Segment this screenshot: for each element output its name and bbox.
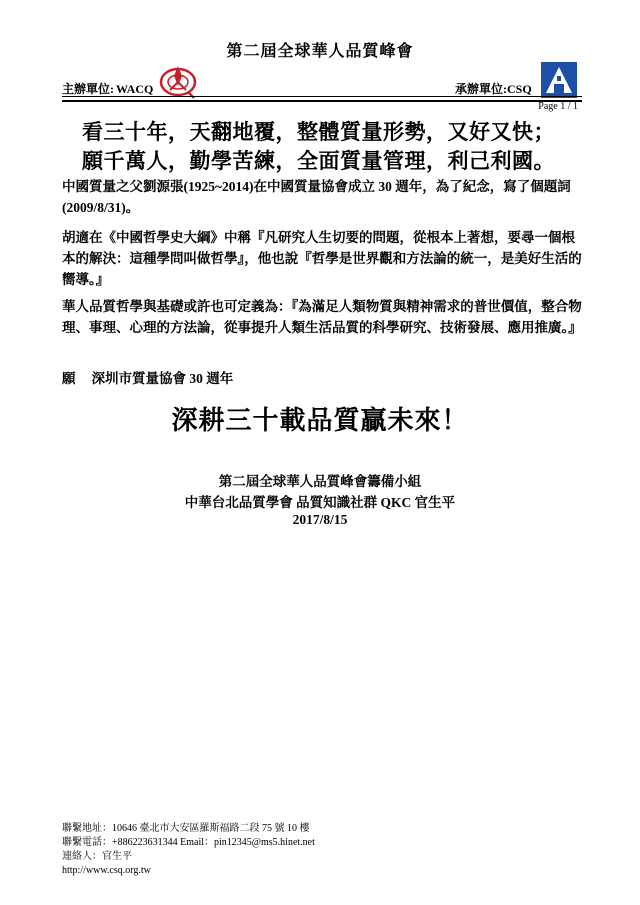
organizer <box>62 80 153 97</box>
wish-line <box>62 367 233 387</box>
signature-author: 中華台北品質學會 品質知識社群 QKC 官生平 <box>184 495 456 510</box>
wacq-logo-icon <box>158 62 198 100</box>
paragraph-1: 中國質量之父劉源張(1925~2014)在中國質量協會成立 30 週年，為了紀念，寫了個題詞(2009/8/31)。 <box>62 179 571 215</box>
csq-logo-icon <box>541 62 577 98</box>
co-organizer-label: 承辦單位: <box>455 82 507 96</box>
co-organizer <box>455 80 532 97</box>
document-title: 第二屆全球華人品質峰會 <box>226 43 414 60</box>
footer-contact: 連絡人：官生平 <box>62 851 132 862</box>
footer-website-link[interactable]: http://www.csq.org.tw <box>62 865 151 876</box>
co-organizer-value: CSQ <box>507 82 532 96</box>
paragraph-3: 華人品質哲學與基礎或許也可定義為：『為滿足人類物質與精神需求的普世價值，整合物理、事理、心理的方法論，從事提升人類生活品質的科學研究、技術發展、應用推廣。』 <box>62 299 582 335</box>
paragraph-2: 胡適在《中國哲學史大綱》中稱『凡研究人生切要的問題，從根本上著想，要尋一個根本的解決：這種學問叫做哲學』，他也說『哲學是世界觀和方法論的統一，是美好生活的嚮導。』 <box>62 230 582 287</box>
signature-committee: 第二屆全球華人品質峰會籌備小組 <box>218 474 422 489</box>
page-number: Page 1 / 1 <box>538 101 578 112</box>
wish-text: 深圳市質量協會 30 週年 <box>91 371 234 386</box>
header-rule-thick <box>62 100 582 102</box>
footer-address: 聯繫地址：10646 臺北市大安區羅斯福路二段 75 號 10 樓 <box>62 823 310 834</box>
header-rule-thin <box>62 96 582 97</box>
slogan: 深耕三十載品質贏未來！ <box>171 406 469 435</box>
footer-phone-email: 聯繫電話：+886223631344 Email：pin12345@ms5.hinet.net <box>62 837 315 848</box>
couplet-line-1: 看三十年，天翻地覆，整體質量形勢，又好又快； <box>82 120 555 144</box>
couplet-line-2: 願千萬人，勤學苦練，全面質量管理，利己利國。 <box>82 149 555 173</box>
organizer-label: 主辦單位: <box>62 82 114 96</box>
footer <box>62 822 315 878</box>
wish-prefix: 願 <box>62 371 76 386</box>
organizer-value: WACQ <box>116 82 154 96</box>
signature-date: 2017/8/15 <box>292 512 348 527</box>
